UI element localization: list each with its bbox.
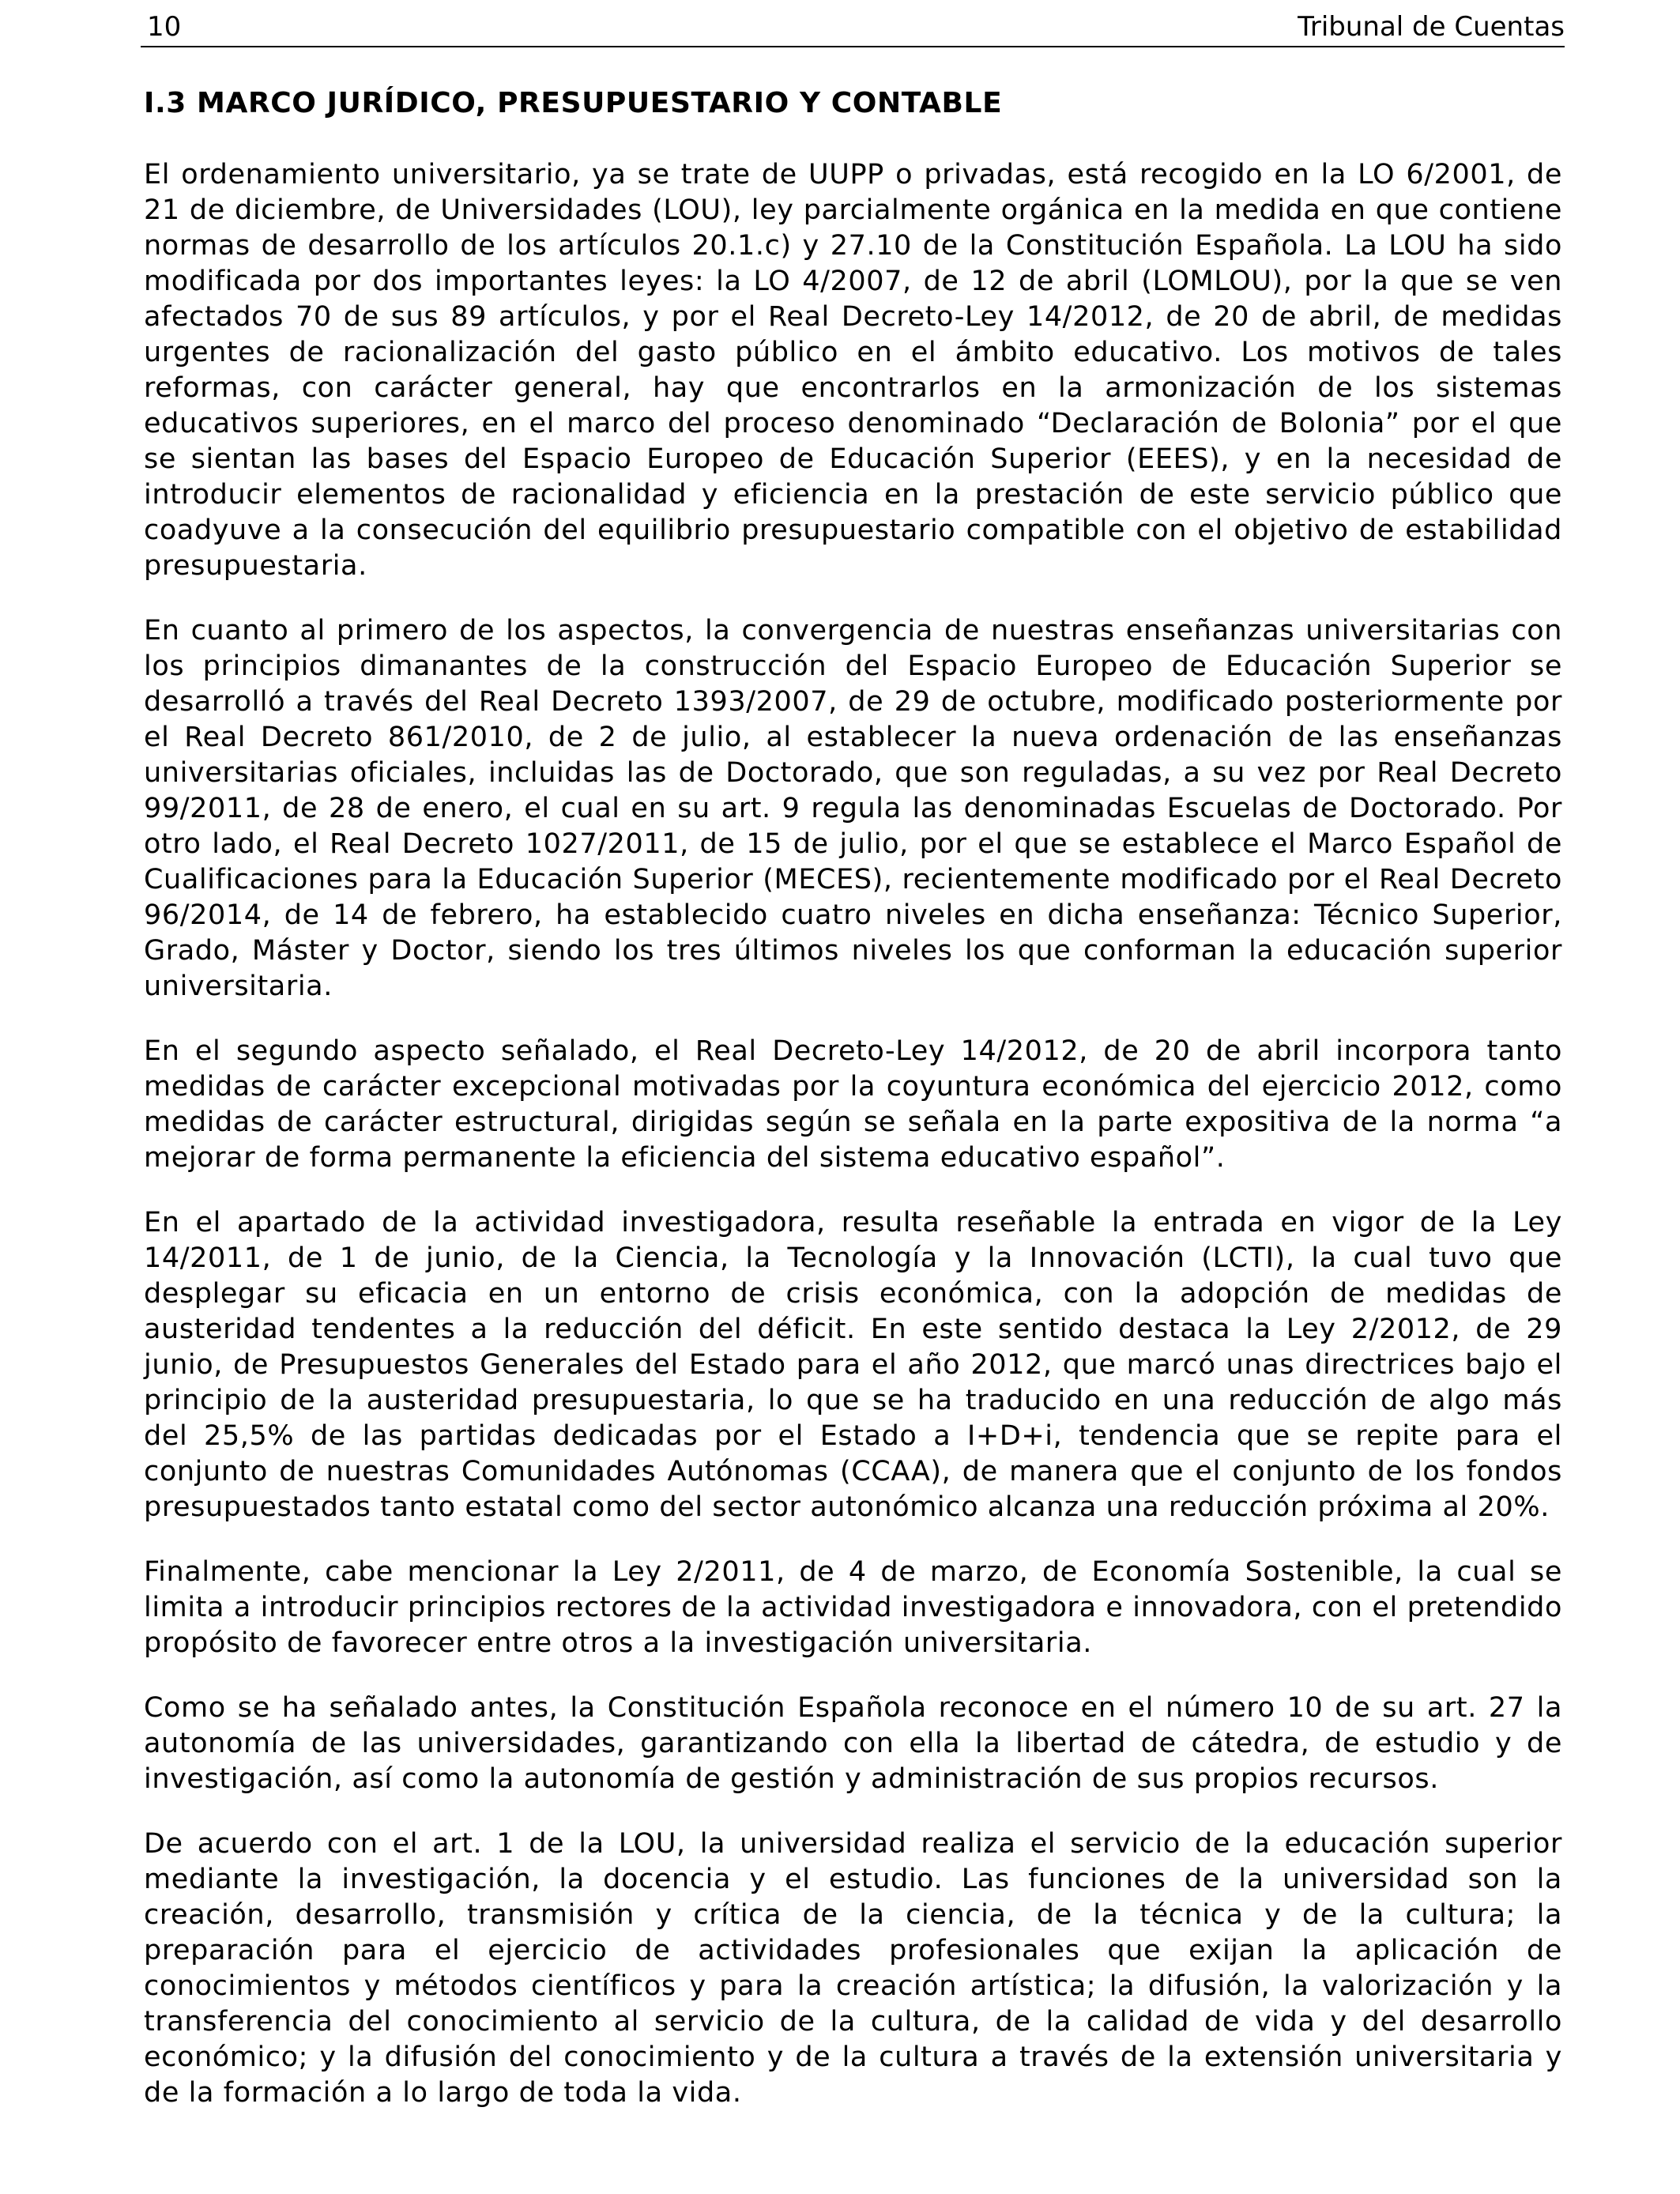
paragraph-4: En el apartado de la actividad investigadora, resulta reseñable la entrada en vigor de la Ley 14/2011, de 1 de junio, de la Ciencia, la Tecnología y la Innovación (LCTI), la cual tuvo que desplegar su eficacia en un entorno de crisis económica, con la adopción de medidas de austeridad tendentes a la reducción del déficit. En este sentido destaca la Ley 2/2012, de 29 junio, de Presupuestos Generales del Estado para el año 2012, que marcó unas directrices bajo el principio de la austeridad presupuestaria, lo que se ha traducido en una reducción de algo más del 25,5% de las partidas dedicadas por el Estado a I+D+i, tendencia que se repite para el conjunto de nuestras Comunidades Autónomas (CCAA), de manera que el conjunto de los fondos presupuestados tanto estatal como del sector autonómico alcanza una reducción próxima al 20%. (144, 1207, 1562, 1523)
paragraph-3: En el segundo aspecto señalado, el Real Decreto-Ley 14/2012, de 20 de abril incorpora tanto medidas de carácter excepcional motivadas por la coyuntura económica del ejercicio 2012, como medidas de carácter estructural, dirigidas según se señala en la parte expositiva de la norma “a mejorar de forma permanente la eficiencia del sistema educativo español”. (144, 1035, 1562, 1174)
page-number: 10 (147, 11, 182, 43)
paragraph-6: Como se ha señalado antes, la Constitución Española reconoce en el número 10 de su art. 27 la autonomía de las universidades, garantizando con ella la libertad de cátedra, de estudio y de investigación, así como la autonomía de gestión y administración de sus propios recursos. (144, 1692, 1562, 1795)
paragraph-1: El ordenamiento universitario, ya se trate de UUPP o privadas, está recogido en la LO 6/2001, de 21 de diciembre, de Universidades (LOU), ley parcialmente orgánica en la medida en que contiene normas de desarrollo de los artículos 20.1.c) y 27.10 de la Constitución Española. La LOU ha sido modificada por dos importantes leyes: la LO 4/2007, de 12 de abril (LOMLOU), por la que se ven afectados 70 de sus 89 artículos, y por el Real Decreto-Ley 14/2012, de 20 de abril, de medidas urgentes de racionalización del gasto público en el ámbito educativo. Los motivos de tales reformas, con carácter general, hay que encontrarlos en la armonización de los sistemas educativos superiores, en el marco del proceso denominado “Declaración de Bolonia” por el que se sientan las bases del Espacio Europeo de Educación Superior (EEES), y en la necesidad de introducir elementos de racionalidad y eficiencia en la prestación de este servicio público que coadyuve a la consecución del equilibrio presupuestario compatible con el objetivo de estabilidad presupuestaria. (144, 159, 1562, 582)
section-title: I.3 MARCO JURÍDICO, PRESUPUESTARIO Y CONTABLE (144, 87, 1003, 119)
publisher-name: Tribunal de Cuentas (1298, 11, 1565, 43)
running-header (141, 8, 1565, 47)
paragraph-2: En cuanto al primero de los aspectos, la convergencia de nuestras enseñanzas universitarias con los principios dimanantes de la construcción del Espacio Europeo de Educación Superior se desarrolló a través del Real Decreto 1393/2007, de 29 de octubre, modificado posteriormente por el Real Decreto 861/2010, de 2 de julio, al establecer la nueva ordenación de las enseñanzas universitarias oficiales, incluidas las de Doctorado, que son reguladas, a su vez por Real Decreto 99/2011, de 28 de enero, el cual en su art. 9 regula las denominadas Escuelas de Doctorado. Por otro lado, el Real Decreto 1027/2011, de 15 de julio, por el que se establece el Marco Español de Cualificaciones para la Educación Superior (MECES), recientemente modificado por el Real Decreto 96/2014, de 14 de febrero, ha establecido cuatro niveles en dicha enseñanza: Técnico Superior, Grado, Máster y Doctor, siendo los tres últimos niveles los que conforman la educación superior universitaria. (144, 615, 1562, 1002)
document-body (144, 85, 1562, 2140)
paragraph-7: De acuerdo con el art. 1 de la LOU, la universidad realiza el servicio de la educación superior mediante la investigación, la docencia y el estudio. Las funciones de la universidad son la creación, desarrollo, transmisión y crítica de la ciencia, de la técnica y de la cultura; la preparación para el ejercicio de actividades profesionales que exijan la aplicación de conocimientos y métodos científicos y para la creación artística; la difusión, la valorización y la transferencia del conocimiento al servicio de la cultura, de la calidad de vida y del desarrollo económico; y la difusión del conocimiento y de la cultura a través de la extensión universitaria y de la formación a lo largo de toda la vida. (144, 1828, 1562, 2109)
paragraph-5: Finalmente, cabe mencionar la Ley 2/2011, de 4 de marzo, de Economía Sostenible, la cual se limita a introducir principios rectores de la actividad investigadora e innovadora, con el pretendido propósito de favorecer entre otros a la investigación universitaria. (144, 1556, 1562, 1659)
